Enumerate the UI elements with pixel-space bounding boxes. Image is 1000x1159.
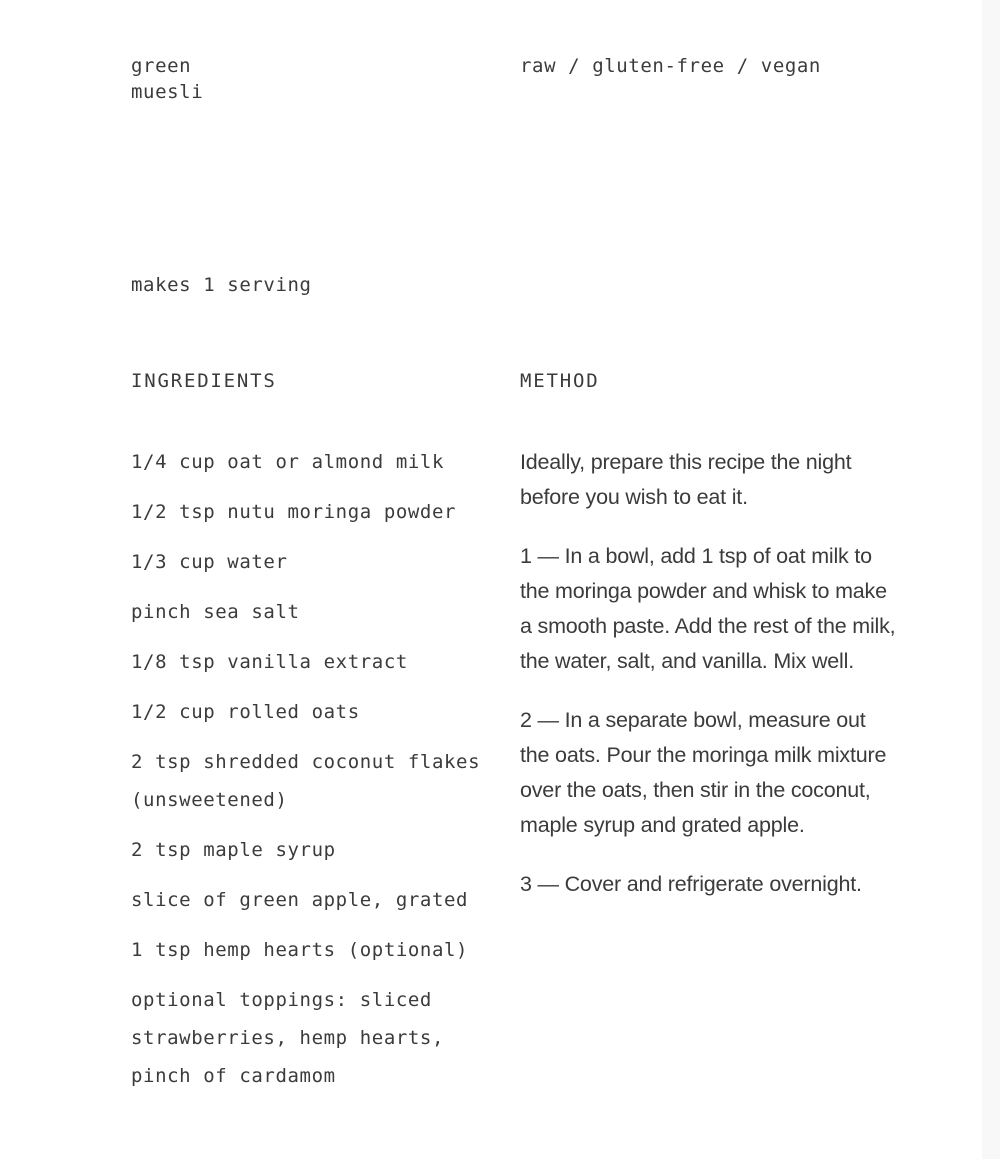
ingredient-item: slice of green apple, grated [131, 889, 469, 911]
ingredient-item: 1 tsp hemp hearts (optional) [131, 939, 469, 961]
method-intro: Ideally, prepare this recipe the night before you wish to eat it. [520, 450, 852, 509]
ingredients-heading: INGREDIENTS [131, 370, 277, 392]
page-edge-strip [982, 0, 1000, 1159]
recipe-title-line-1: green [131, 55, 192, 77]
ingredient-item: pinch sea salt [131, 601, 300, 623]
ingredient-item: 1/4 cup oat or almond milk [131, 451, 445, 473]
serving-size: makes 1 serving [131, 274, 312, 296]
ingredient-item: 1/2 cup rolled oats [131, 701, 360, 723]
ingredients-list [131, 449, 501, 1113]
method-heading: METHOD [520, 370, 600, 392]
method-step: 1 — In a bowl, add 1 tsp of oat milk to the moringa powder and whisk to make a smooth paste. Add the rest of the milk, the water, salt, and vanilla. Mix well. [520, 544, 896, 673]
ingredient-item: 2 tsp shredded coconut flakes (unsweetened) [131, 751, 481, 811]
recipe-title [131, 53, 203, 105]
ingredient-item: 1/8 tsp vanilla extract [131, 651, 408, 673]
ingredient-item: optional toppings: sliced strawberries, hemp hearts, pinch of cardamom [131, 989, 445, 1087]
method-section [520, 445, 900, 926]
recipe-title-line-2: muesli [131, 81, 204, 103]
ingredient-item: 2 tsp maple syrup [131, 839, 336, 861]
method-step: 3 — Cover and refrigerate overnight. [520, 872, 862, 896]
ingredient-item: 1/3 cup water [131, 551, 288, 573]
method-step: 2 — In a separate bowl, measure out the oats. Pour the moringa milk mixture over the oats, then stir in the coconut, maple syrup and grated apple. [520, 708, 887, 837]
dietary-tags: raw / gluten-free / vegan [520, 55, 821, 77]
ingredient-item: 1/2 tsp nutu moringa powder [131, 501, 457, 523]
